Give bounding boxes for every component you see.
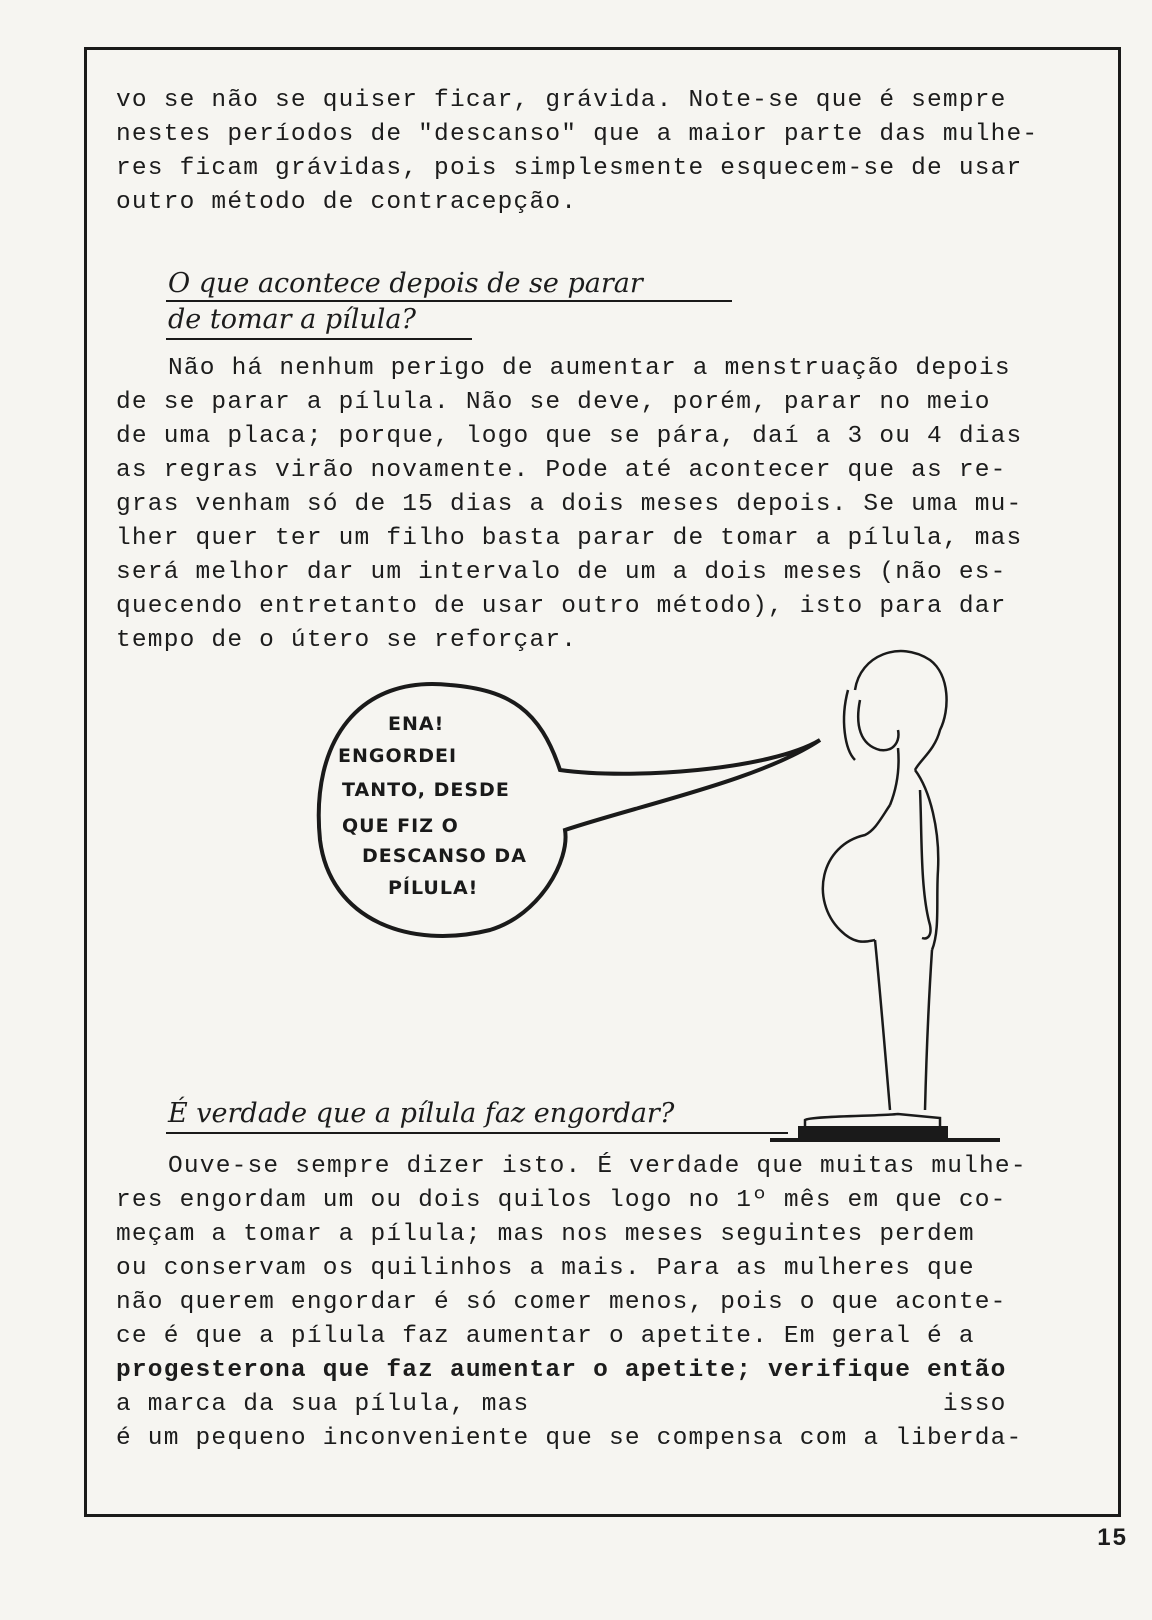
paragraph1-line: nestes períodos de "descanso" que a maior parte das mulhe- <box>116 121 1039 148</box>
paragraph3-line: res engordam um ou dois quilos logo no 1º mês em que co- <box>116 1187 1007 1214</box>
paragraph2-line: de uma placa; porque, logo que se pára, daí a 3 ou 4 dias <box>116 423 1023 450</box>
paragraph1-line: res ficam grávidas, pois simplesmente esquecem-se de usar <box>116 155 1023 182</box>
paragraph2-line: gras venham só de 15 dias a dois meses depois. Se uma mu- <box>116 491 1023 518</box>
paragraph3-line: é um pequeno inconveniente que se compensa com a liberda- <box>116 1425 1023 1452</box>
floor-line <box>770 1138 1000 1142</box>
bubble-line: ENGORDEI <box>338 745 458 767</box>
paragraph2-line: lher quer ter um filho basta parar de tomar a pílula, mas <box>116 525 1023 552</box>
paragraph2-line: Não há nenhum perigo de aumentar a menstruação depois <box>168 355 1011 382</box>
bubble-line: TANTO, DESDE <box>342 779 510 801</box>
heading-underline <box>166 1132 788 1134</box>
paragraph3-line: ou conservam os quilinhos a mais. Para as mulheres que <box>116 1255 975 1282</box>
heading-underline <box>166 300 732 302</box>
heading-underline <box>166 338 472 340</box>
section-heading-stopping-pill-line2: de tomar a pílula? <box>168 304 416 335</box>
paragraph3-line: progesterona que faz aumentar o apetite; verifique então <box>116 1357 1007 1384</box>
bubble-line: PÍLULA! <box>388 877 479 899</box>
paragraph2-line: será melhor dar um intervalo de um a dois meses (não es- <box>116 559 1007 586</box>
paragraph3-line: ce é que a pílula faz aumentar o apetite. Em geral é a <box>116 1323 975 1350</box>
section-heading-stopping-pill: O que acontece depois de se parar <box>168 268 643 299</box>
page-number: 15 <box>1097 1524 1128 1551</box>
paragraph2-line: as regras virão novamente. Pode até acontecer que as re- <box>116 457 1007 484</box>
paragraph3-line: a marca da sua pílula, mas isso <box>116 1391 1007 1418</box>
woman-figure <box>805 651 947 1130</box>
paragraph1-line: outro método de contracepção. <box>116 189 578 216</box>
scale-base <box>798 1126 948 1138</box>
bubble-line: DESCANSO DA <box>362 845 527 867</box>
paragraph2-line: quecendo entretanto de usar outro método), isto para dar <box>116 593 1007 620</box>
paragraph3-line: Ouve-se sempre dizer isto. É verdade que muitas mulhe- <box>168 1153 1027 1180</box>
bubble-line: QUE FIZ O <box>342 815 459 837</box>
paragraph1-line: vo se não se quiser ficar, grávida. Note-se que é sempre <box>116 87 1007 114</box>
paragraph2-line: de se parar a pílula. Não se deve, porém, parar no meio <box>116 389 991 416</box>
paragraph3-line: não querem engordar é só comer menos, pois o que aconte- <box>116 1289 1007 1316</box>
section-heading-weight-gain: É verdade que a pílula faz engordar? <box>168 1098 675 1129</box>
bubble-line: ENA! <box>388 713 445 735</box>
paragraph3-line: meçam a tomar a pílula; mas nos meses seguintes perdem <box>116 1221 975 1248</box>
paragraph2-line: tempo de o útero se reforçar. <box>116 627 578 654</box>
